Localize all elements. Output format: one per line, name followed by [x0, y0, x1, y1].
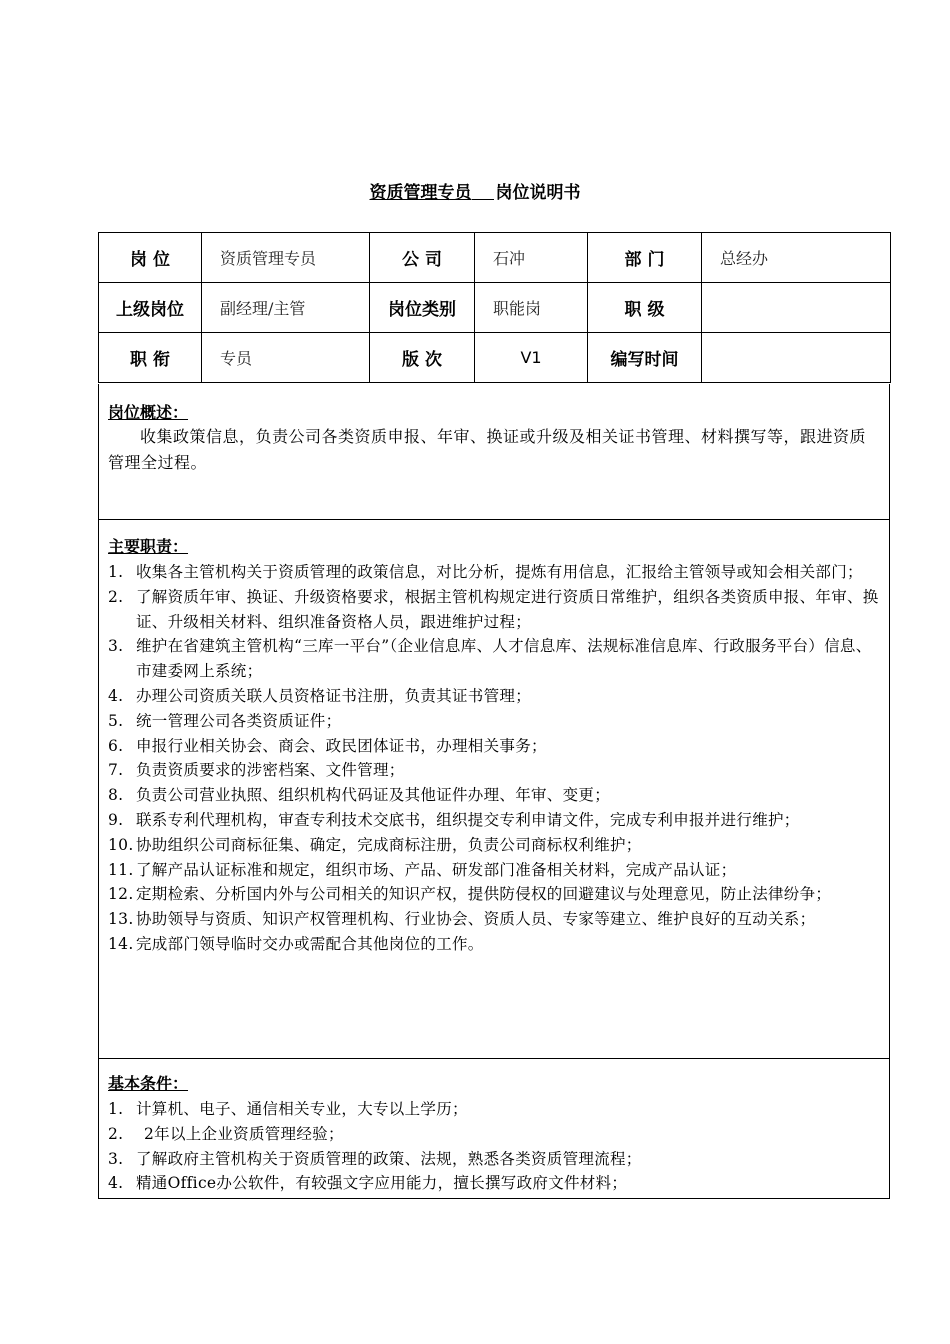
- document-title: [0, 178, 950, 203]
- duties-section: [98, 520, 890, 1059]
- value-category: 职能岗: [475, 283, 588, 333]
- duties-list: [99, 560, 889, 957]
- title-underline-gap: [472, 185, 494, 200]
- list-item: 2. 2年以上企业资质管理经验；: [108, 1124, 344, 1143]
- list-item: 7. 负责资质要求的涉密档案、文件管理；: [108, 761, 405, 780]
- list-item: 6. 申报行业相关协会、商会、政民团体证书，办理相关事务；: [108, 736, 547, 755]
- list-item: 13. 协助领导与资质、知识产权管理机构、行业协会、资质人员、专家等建立、维护良好的互动关系；: [108, 910, 816, 929]
- label-superior: 上级岗位: [99, 283, 202, 333]
- label-position: 岗 位: [99, 233, 202, 283]
- label-grade: 职 级: [588, 283, 702, 333]
- value-title: 专员: [202, 333, 370, 383]
- label-department: 部 门: [588, 233, 702, 283]
- value-department: 总经办: [702, 233, 891, 283]
- list-item: 8. 负责公司营业执照、组织机构代码证及其他证件办理、年审、变更；: [108, 786, 611, 805]
- value-written-date: [702, 333, 891, 383]
- label-title: 职 衔: [99, 333, 202, 383]
- list-item: 1. 计算机、电子、通信相关专业，大专以上学历；: [108, 1100, 468, 1118]
- list-item: 4. 精通Office办公软件，有较强文字应用能力，擅长撰写政府文件材料；: [108, 1174, 628, 1193]
- header-row: [99, 233, 891, 283]
- title-main: 资质管理专员: [369, 183, 472, 203]
- list-item: 11. 了解产品认证标准和规定，组织市场、产品、研发部门准备相关材料，完成产品认证；: [108, 860, 737, 879]
- value-grade: [702, 283, 891, 333]
- value-company: 石冲: [475, 233, 588, 283]
- overview-section: [98, 384, 890, 520]
- requirements-section: [98, 1059, 890, 1199]
- value-position: 资质管理专员: [202, 233, 370, 283]
- requirements-list: [99, 1097, 889, 1196]
- header-table: [98, 232, 891, 383]
- list-item: 14. 完成部门领导临时交办或需配合其他岗位的工作。: [108, 934, 484, 953]
- list-item: 9. 联系专利代理机构，审查专利技术交底书，组织提交专利申请文件，完成专利申报并进行维护；: [108, 810, 800, 829]
- list-item: 10. 协助组织公司商标征集、确定，完成商标注册，负责公司商标权利维护；: [108, 835, 642, 854]
- list-item: 4. 办理公司资质关联人员资格证书注册，负责其证书管理；: [108, 686, 532, 705]
- list-item: 3. 维护在省建筑主管机构“三库一平台”（企业信息库、人才信息库、法规标准信息库、行政服务平台）信息、市建委网上系统；: [108, 637, 872, 681]
- requirements-title: 基本条件：: [108, 1074, 189, 1093]
- list-item: 12. 定期检索、分析国内外与公司相关的知识产权，提供防侵权的回避建议与处理意见，防止法律纷争；: [108, 885, 832, 904]
- header-row: [99, 283, 891, 333]
- list-item: 2. 了解资质年审、换证、升级资格要求，根据主管机构规定进行资质日常维护，组织各类资质申报、年审、换证、升级相关材料、组织准备资格人员，跟进维护过程；: [108, 587, 879, 631]
- header-row: [99, 333, 891, 383]
- list-item: 3. 了解政府主管机构关于资质管理的政策、法规，熟悉各类资质管理流程；: [108, 1149, 642, 1168]
- title-suffix: 岗位说明书: [495, 183, 581, 203]
- list-item: 1. 收集各主管机构关于资质管理的政策信息，对比分析，提炼有用信息，汇报给主管领导或知会相关部门；: [108, 563, 863, 581]
- label-written-date: 编写时间: [588, 333, 702, 383]
- overview-text: 收集政策信息，负责公司各类资质申报、年审、换证或升级及相关证书管理、材料撰写等，跟进资质管理全过程。: [108, 427, 867, 472]
- list-item: 5. 统一管理公司各类资质证件；: [108, 711, 342, 730]
- overview-title: 岗位概述：: [108, 403, 189, 422]
- label-version: 版 次: [370, 333, 475, 383]
- label-company: 公 司: [370, 233, 475, 283]
- duties-title: 主要职责：: [108, 537, 189, 556]
- value-superior: 副经理/主管: [202, 283, 370, 333]
- value-version: V1: [475, 333, 588, 383]
- label-category: 岗位类别: [370, 283, 475, 333]
